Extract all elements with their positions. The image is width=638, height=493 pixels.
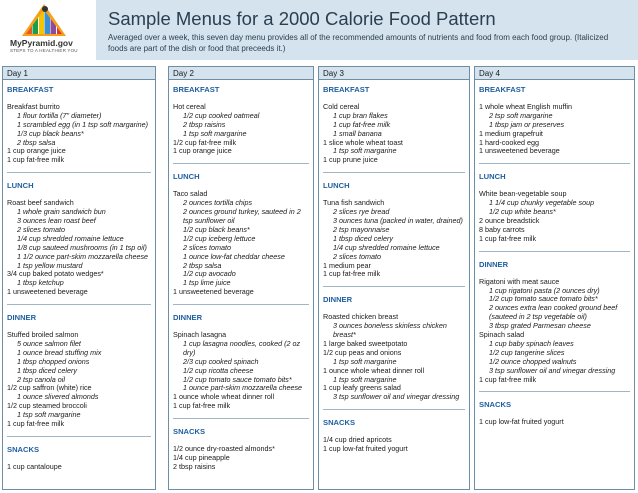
menu-item: 1 cup prune juice [323,155,378,165]
menu-item: 1 hard-cooked egg [479,137,539,147]
meal-divider [7,304,151,305]
menu-item: Cold cereal [323,101,360,111]
menu-item: Spinach salad [479,330,525,340]
menu-sub-item: 1 ounce low-fat cheddar cheese [183,251,285,261]
day-body [319,80,469,454]
day-header: Day 4 [475,67,634,80]
menu-item: Stuffed broiled salmon [7,330,79,340]
meal-divider [173,163,309,164]
menu-item: Rigatoni with meat sauce [479,276,560,286]
menu-item: 1 cup fat-free milk [173,401,231,411]
day-body [169,80,313,472]
meal-title-dinner: DINNER [173,313,203,323]
menu-item: Hot cereal [173,101,206,111]
meal-title-breakfast: BREAKFAST [173,85,220,94]
menu-sub-item: 1 1/4 cup chunky vegetable soup [489,198,595,208]
menu-item: 1 medium grapefruit [479,128,543,138]
day-column-4 [474,66,635,490]
menu-sub-item: 1 tsp soft margarine [333,374,397,384]
logo-text: MyPyramid.gov [10,38,73,48]
menu-item: 1 cup fat-free milk [7,155,65,165]
meal-divider [173,304,309,305]
menu-item: 1 cup fat-free milk [479,233,537,243]
menu-sub-item: 2 tsp soft margarine [489,110,553,120]
menu-item: 1 cup orange juice [7,146,66,156]
menu-sub-item: 2 slices tomato [333,251,381,261]
menu-sub-item: 1 scrambled egg (in 1 tsp soft margarine) [17,119,149,129]
menu-sub-item: 1 tbsp diced celery [333,233,393,243]
menu-sub-item: 2 tbsp salsa [17,137,56,147]
menu-sub-item: 2 ounces ground turkey, sauteed in 2 tsp sunflower oil [183,207,301,225]
menu-sub-item: 1 cup lasagna noodles, cooked (2 oz dry) [183,338,301,357]
meal-title-lunch: LUNCH [7,181,34,191]
menu-item: Roasted chicken breast [323,312,399,322]
meal-divider [323,409,465,410]
meal-title-breakfast: BREAKFAST [479,85,526,94]
meal-divider [479,163,630,164]
menu-item: Taco salad [173,189,208,199]
menu-sub-item: 2 tsp mayonnaise [333,224,390,234]
menu-item: 1/4 cup pineapple [173,453,230,462]
meal-title-snacks: SNACKS [323,418,356,428]
menu-sub-item: 1 tsp lime juice [183,278,231,288]
menu-item: 1/2 cup fat-free milk [173,137,237,147]
menu-sub-item: 1 1/2 ounce part-skim mozzarella cheese [17,251,149,261]
menu-item: Breakfast burrito [7,101,60,111]
page-header [0,0,638,60]
menu-sub-item: 2 slices tomato [17,224,65,234]
menu-sub-item: 1 tsp soft margarine [333,146,397,156]
menu-sub-item: 1 whole grain sandwich bun [17,207,106,217]
meal-title-dinner: DINNER [479,259,509,269]
menu-item: 8 baby carrots [479,224,525,234]
menu-sub-item: 3 ounces tuna (packed in water, drained) [333,215,463,225]
meal-divider [479,251,630,252]
menu-item: 1 unsweetened beverage [7,287,88,297]
menu-item: 1 medium pear [323,260,371,270]
meal-title-dinner: DINNER [323,295,353,305]
menu-item: 1 large baked sweetpotato [323,338,408,348]
menu-sub-item: 2 tbsp salsa [183,260,222,270]
meal-title-snacks: SNACKS [479,400,512,410]
menu-sub-item: 2 tsp canola oil [17,374,65,384]
menu-item: 1/2 cup peas and onions [323,347,402,357]
menu-sub-item: 2 ounces tortilla chips [183,198,253,208]
menu-sub-item: 1 tsp yellow mustard [17,260,83,270]
menu-sub-item: 1/2 ounce chopped walnuts [489,356,577,366]
day-body [475,80,634,427]
day-column-1 [2,66,156,490]
meal-divider [7,172,151,173]
day-header: Day 2 [169,67,313,80]
menu-sub-item: 1 small banana [333,128,382,138]
menu-item: 1 cup fat-free milk [479,374,537,384]
menu-sub-item: 3 tbsp grated Parmesan cheese [489,321,591,331]
menu-item: 1 cup low-fat fruited yogurt [323,444,408,454]
meal-title-snacks: SNACKS [7,445,40,454]
menu-item: 2 tbsp raisins [173,461,216,471]
day-body [3,80,155,472]
menu-sub-item: 2 slices rye bread [333,207,390,217]
day-header: Day 3 [319,67,469,80]
meal-title-lunch: LUNCH [173,172,200,182]
menu-sub-item: 1 cup fat-free milk [333,119,391,129]
menu-sub-item: 1/4 cup shredded romaine lettuce [333,242,440,252]
menu-item: 1 cup cantaloupe [7,461,62,471]
menu-sub-item: 1 tsp soft margarine [333,356,397,366]
menu-sub-item: 1 ounce bread stuffing mix [17,347,102,357]
menu-item: 1 slice whole wheat toast [323,137,403,147]
day-header: Day 1 [3,67,155,80]
menu-sub-item: 1 cup bran flakes [333,110,388,120]
menu-item: 1 unsweetened beverage [173,287,254,297]
menu-sub-item: 1/2 cup avocado [183,269,236,279]
mypyramid-logo [8,4,88,54]
menu-item: Roast beef sandwich [7,198,74,208]
meal-divider [323,172,465,173]
menu-sub-item: 1/3 cup black beans* [17,128,84,138]
menu-sub-item: 1/2 cup cooked oatmeal [183,110,260,120]
menu-sub-item: 1 cup rigatoni pasta (2 ounces dry) [489,285,600,295]
menu-item: 1 cup fat-free milk [7,419,65,429]
menu-item: Tuna fish sandwich [323,198,385,208]
menu-sub-item: 3 ounces lean roast beef [17,215,96,225]
meal-divider [323,286,465,287]
menu-item: 1 ounce whole wheat dinner roll [323,365,425,375]
person-icon [42,6,48,12]
menu-item: 1/2 cup steamed broccoli [7,401,87,411]
menu-sub-item: 1/2 cup tomato sauce tomato bits* [183,374,292,384]
menu-sub-item: 2/3 cup cooked spinach [183,356,259,366]
menu-item: 1 unsweetened beverage [479,146,560,156]
menu-sub-item: 1/2 cup ricotta cheese [183,365,254,375]
menu-sub-item: 1 tbsp ketchup [17,278,64,288]
menu-sub-item: 5 ounce salmon filet [17,338,81,348]
meal-divider [173,418,309,419]
meal-title-lunch: LUNCH [479,172,506,182]
menu-item: 1 ounce whole wheat dinner roll [173,392,275,402]
menu-item: 1 cup low-fat fruited yogurt [479,417,564,427]
day-column-2 [168,66,314,490]
meal-title-breakfast: BREAKFAST [323,85,370,94]
menu-sub-item: 1 ounce part-skim mozzarella cheese [183,383,303,393]
page-title: Sample Menus for a 2000 Calorie Food Pattern [108,8,496,29]
menu-item: 3/4 cup baked potato wedges* [7,269,104,279]
meal-title-snacks: SNACKS [173,427,206,437]
menu-sub-item: 3 tsp sunflower oil and vinegar dressing [489,365,616,375]
page-subtitle: Averaged over a week, this seven day menu provides all of the recommended amounts of nutrients and food from each food group. (Italicized foods are part of the dish or food that preceeds it.) [108,33,609,53]
menu-sub-item: 2 tbsp raisins [183,119,226,129]
menu-item: 1 cup leafy greens salad [323,383,401,393]
menu-sub-item: 1/2 cup tangerine slices [489,347,565,357]
menu-sub-item: 3 tsp sunflower oil and vinegar dressing [333,392,460,402]
menu-sub-item: 1/2 cup white beans* [489,207,556,217]
menu-sub-item: 1 tsp soft margarine [17,410,81,420]
menu-sub-item: 3 ounces boneless skinless chicken breast* [333,321,447,340]
menu-sub-item: 1 tbsp jam or preserves [489,119,565,129]
menu-sub-item: 1/4 cup shredded romaine lettuce [17,233,124,243]
menu-item: 1 cup orange juice [173,146,232,156]
logo-tagline: STEPS TO A HEALTHIER YOU [10,48,78,53]
menu-sub-item: 1 flour tortilla (7" diameter) [17,110,102,120]
menu-sub-item: 1 ounce slivered almonds [17,392,99,402]
menu-item: 1 cup fat-free milk [323,269,381,279]
menu-item: 1/4 cup dried apricots [323,435,392,445]
menu-item: Spinach lasagna [173,330,227,340]
meal-title-lunch: LUNCH [323,181,350,191]
meal-divider [479,391,630,392]
menu-item: 1/2 cup saffron (white) rice [7,383,92,393]
menu-sub-item: 1/8 cup sauteed mushrooms (in 1 tsp oil) [17,242,147,252]
menu-sub-item: 1/2 cup tomato sauce tomato bits* [489,294,598,304]
menu-sub-item: 1/2 cup black beans* [183,224,250,234]
menu-sub-item: 1 cup baby spinach leaves [489,338,574,348]
title-band [96,0,638,60]
meal-title-dinner: DINNER [7,313,37,323]
menu-item: 1/2 ounce dry-roasted almonds* [173,444,275,454]
meal-divider [7,436,151,437]
menu-sub-item: 1 tbsp chopped onions [17,356,90,366]
menu-sub-item: 1 tbsp diced celery [17,365,77,375]
menu-sub-item: 2 slices tomato [183,242,231,252]
menu-item: 1 whole wheat English muffin [479,101,572,111]
day-column-3 [318,66,470,490]
menu-item: 2 ounce breadstick [479,215,540,225]
menu-item: White bean-vegetable soup [479,189,567,199]
meal-title-breakfast: BREAKFAST [7,85,54,94]
menu-sub-item: 2 ounces extra lean cooked ground beef (sauteed in 2 tsp vegetable oil) [489,303,618,322]
menu-sub-item: 1 tsp soft margarine [183,128,247,138]
menu-sub-item: 1/2 cup iceberg lettuce [183,233,256,243]
